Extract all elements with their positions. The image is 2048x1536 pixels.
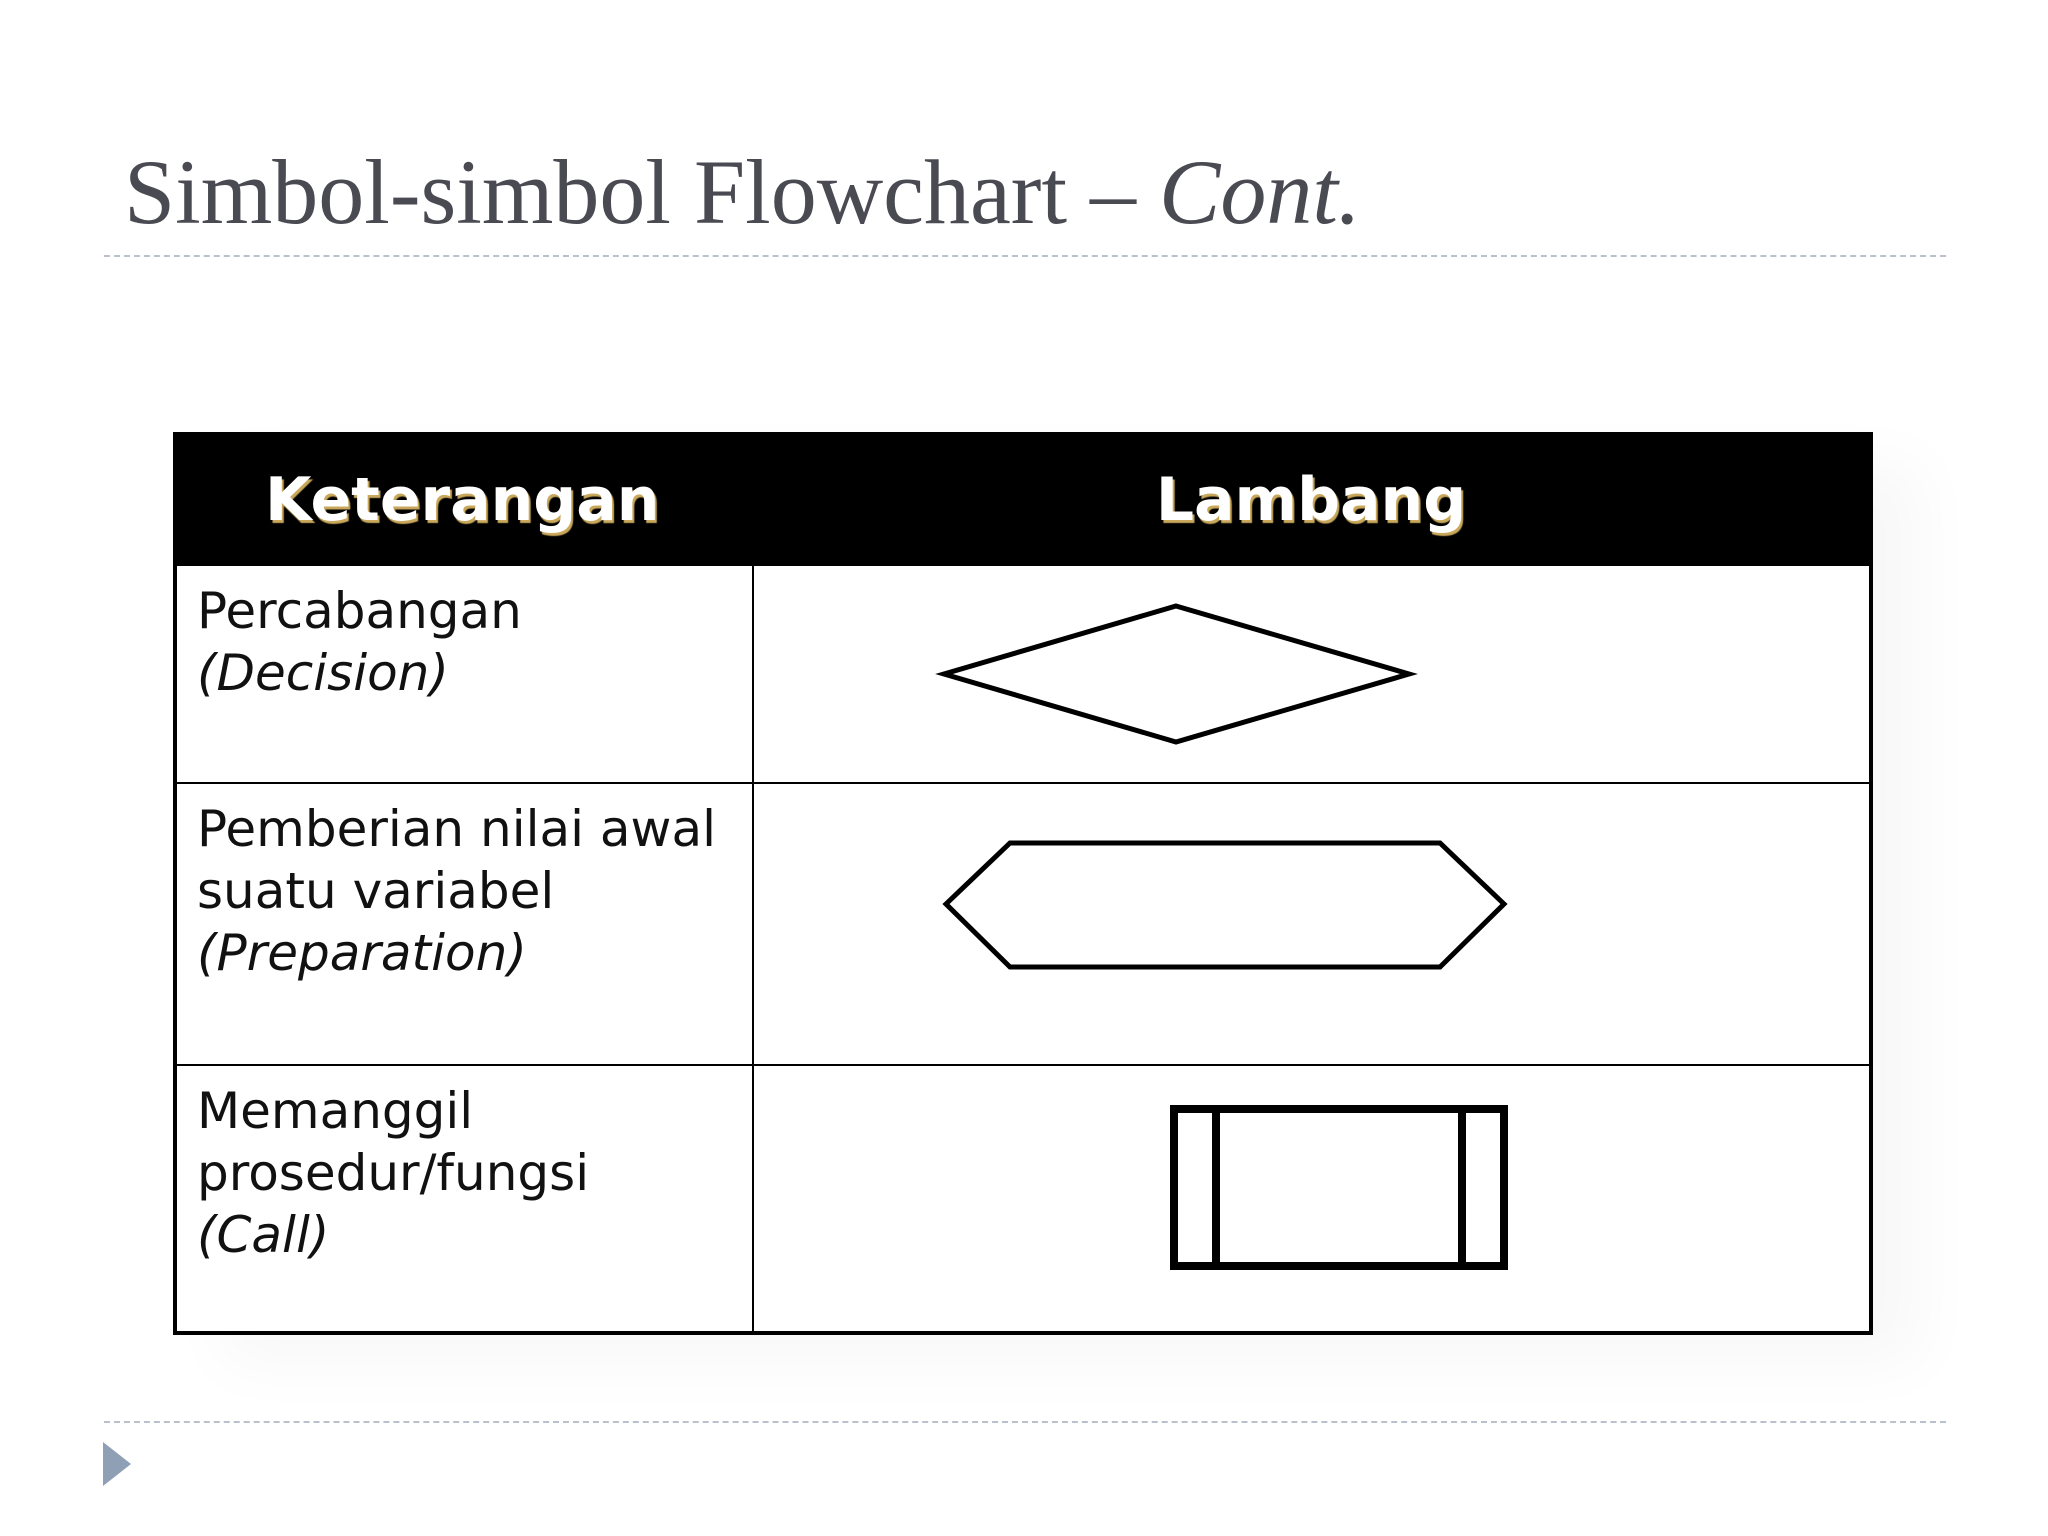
table-row-decision: [175, 565, 1871, 783]
slide-bullet-arrow-icon: [103, 1442, 131, 1486]
decision-label: Percabangan: [197, 582, 522, 640]
header-lambang: Lambang: [753, 434, 1871, 565]
decision-description: [175, 565, 753, 783]
preparation-description: [175, 783, 753, 1065]
call-label-line1: Memanggil: [197, 1082, 474, 1140]
preparation-label-line2: suatu variabel: [197, 862, 555, 920]
predefined-process-call-icon: [754, 1066, 1871, 1334]
call-label-line2: prosedur/fungsi: [197, 1144, 590, 1202]
slide-title-main: Simbol-simbol Flowchart –: [124, 141, 1159, 243]
table-header-row: [175, 434, 1871, 565]
table-row-call: [175, 1065, 1871, 1333]
flowchart-symbol-table: [173, 432, 1873, 1335]
table-row-preparation: [175, 783, 1871, 1065]
slide-title: [124, 132, 1361, 252]
slide-title-italic: Cont.: [1159, 141, 1361, 243]
preparation-english-label: (Preparation): [197, 924, 527, 982]
hexagon-preparation-icon: [754, 784, 1871, 1066]
header-keterangan: Keterangan: [175, 434, 753, 565]
footer-divider: [104, 1421, 1946, 1423]
decision-symbol-cell: [753, 565, 1871, 783]
preparation-symbol-cell: [753, 783, 1871, 1065]
call-english-label: (Call): [197, 1206, 330, 1264]
call-symbol-cell: [753, 1065, 1871, 1333]
decision-english-label: (Decision): [197, 644, 449, 702]
call-description: [175, 1065, 753, 1333]
title-divider: [104, 255, 1946, 257]
diamond-decision-icon: [754, 566, 1871, 784]
preparation-label-line1: Pemberian nilai awal: [197, 800, 716, 858]
